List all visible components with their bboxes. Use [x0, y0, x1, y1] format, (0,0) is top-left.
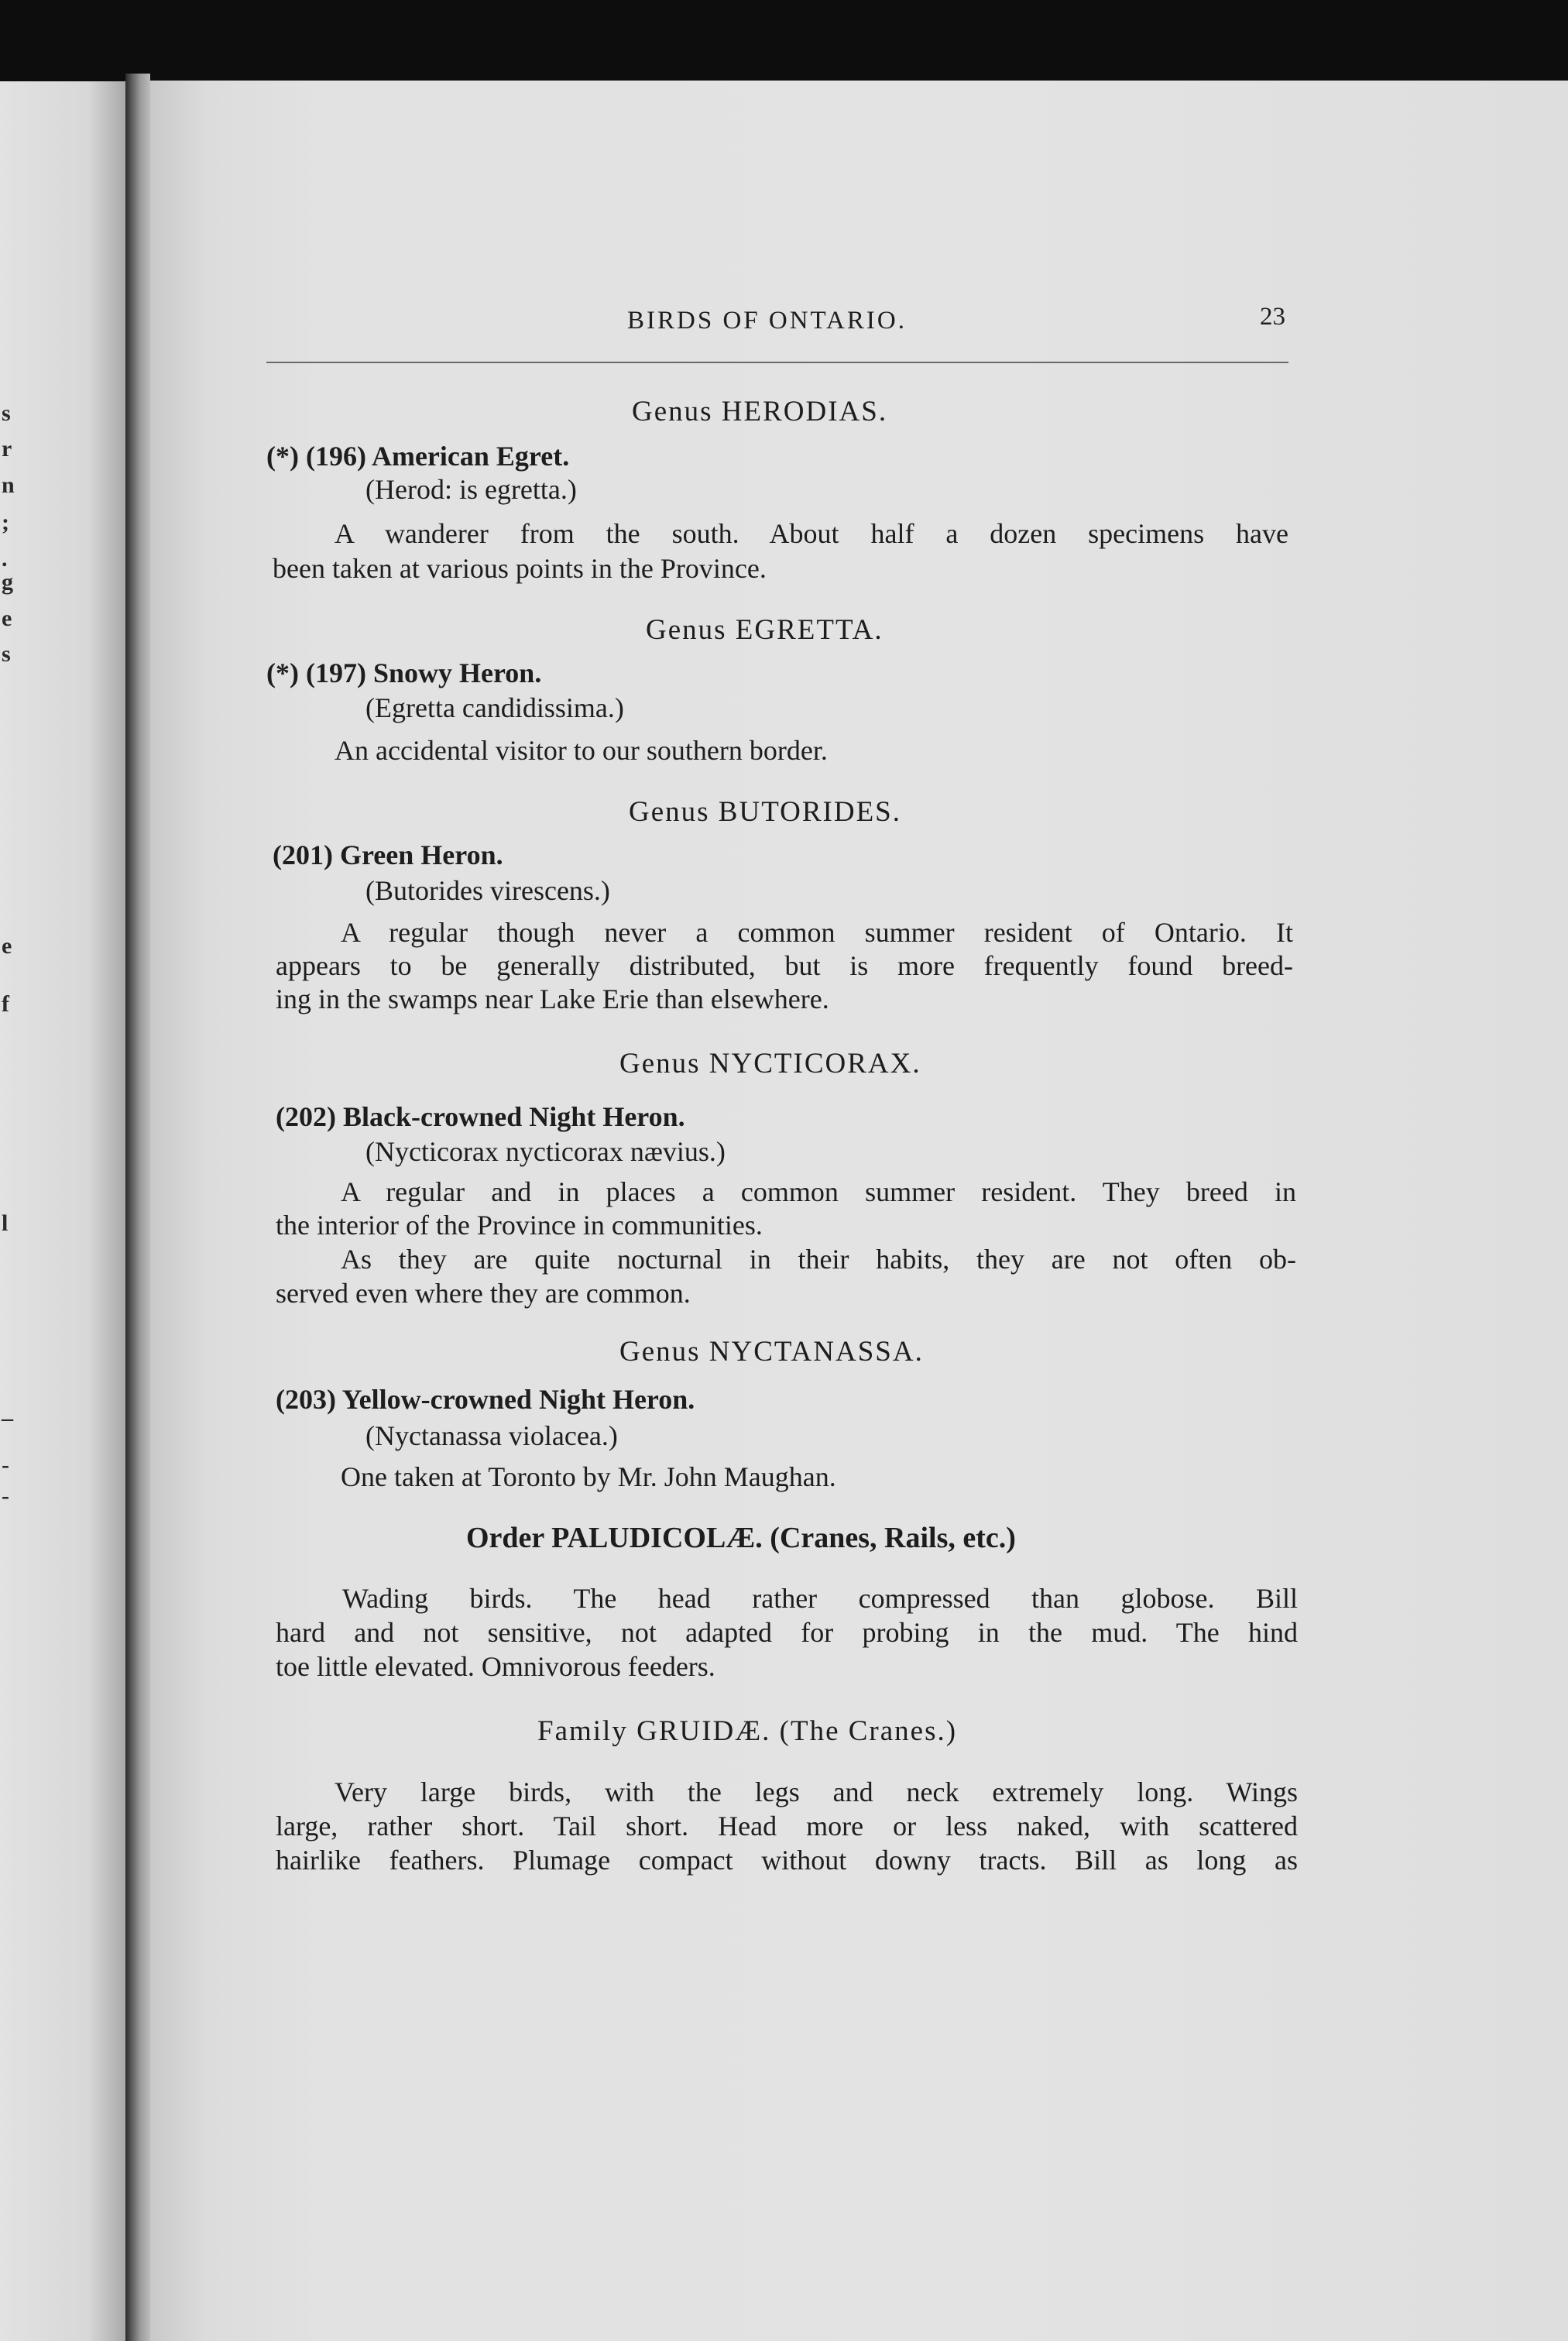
left-fragment: n	[2, 472, 15, 498]
genus-heading: Genus HERODIAS.	[632, 396, 888, 427]
left-fragment: _	[2, 1398, 13, 1423]
species-text: A regular and in places a common summer resident. They breed in	[341, 1176, 1296, 1207]
family-text: hairlike feathers. Plumage compact without downy tracts. Bill as long as	[276, 1845, 1298, 1876]
species-name: (202) Black-crowned Night Heron.	[276, 1101, 685, 1132]
left-fragment: f	[2, 991, 9, 1017]
page-number: 23	[1260, 303, 1285, 331]
left-fragment: s	[2, 641, 11, 667]
family-text: large, rather short. Tail short. Head more or less naked, with scattered	[276, 1811, 1298, 1842]
species-name: (203) Yellow-crowned Night Heron.	[276, 1384, 695, 1415]
species-text: appears to be generally distributed, but is more frequently found breed-	[276, 950, 1293, 981]
species-text: A wanderer from the south. About half a dozen specimens have	[335, 518, 1288, 549]
species-text: As they are quite nocturnal in their habits, they are not often ob-	[341, 1244, 1296, 1275]
order-text: Wading birds. The head rather compressed than globose. Bill	[342, 1583, 1298, 1614]
running-header-title: BIRDS OF ONTARIO.	[627, 307, 907, 335]
left-fragment: l	[2, 1210, 9, 1236]
species-name: (201) Green Heron.	[273, 839, 503, 870]
left-fragment: e	[2, 606, 12, 631]
left-page-edge	[0, 81, 125, 2341]
order-text: toe little elevated. Omnivorous feeders.	[276, 1651, 715, 1682]
species-latin: (Egretta candidissima.)	[365, 692, 624, 723]
species-text: the interior of the Province in communities.	[276, 1210, 763, 1241]
species-latin: (Butorides virescens.)	[365, 875, 610, 906]
species-latin: (Nyctanassa violacea.)	[365, 1420, 618, 1451]
genus-heading: Genus BUTORIDES.	[629, 796, 901, 828]
species-text: ing in the swamps near Lake Erie than elsewhere.	[276, 983, 829, 1014]
left-fragment: ;	[2, 510, 9, 535]
genus-heading: Genus EGRETTA.	[646, 614, 884, 646]
species-text: been taken at various points in the Province.	[273, 553, 767, 584]
species-text: served even where they are common.	[276, 1278, 691, 1309]
family-heading: Family GRUIDÆ. (The Cranes.)	[537, 1715, 958, 1747]
species-text: A regular though never a common summer resident of Ontario. It	[341, 917, 1293, 948]
species-text: An accidental visitor to our southern border.	[335, 735, 828, 766]
book-page	[150, 81, 1568, 2341]
genus-heading: Genus NYCTANASSA.	[619, 1336, 924, 1368]
book-spine-shadow	[125, 74, 150, 2341]
species-name: (*) (197) Snowy Heron.	[266, 657, 542, 688]
left-fragment: -	[2, 1452, 9, 1478]
left-fragment: g	[2, 569, 13, 595]
species-latin: (Herod: is egretta.)	[365, 474, 577, 505]
order-heading: Order PALUDICOLÆ. (Cranes, Rails, etc.)	[466, 1522, 1016, 1554]
species-text: One taken at Toronto by Mr. John Maughan.	[341, 1461, 836, 1492]
header-rule	[266, 362, 1288, 363]
species-latin: (Nycticorax nycticorax nævius.)	[365, 1136, 726, 1167]
left-fragment: e	[2, 933, 12, 959]
genus-heading: Genus NYCTICORAX.	[619, 1048, 921, 1080]
left-fragment: s	[2, 400, 11, 426]
left-fragment: -	[2, 1483, 9, 1509]
species-name: (*) (196) American Egret.	[266, 441, 570, 472]
left-fragment: r	[2, 436, 12, 462]
family-text: Very large birds, with the legs and neck extremely long. Wings	[335, 1776, 1298, 1807]
left-fragment: .	[2, 546, 8, 572]
order-text: hard and not sensitive, not adapted for probing in the mud. The hind	[276, 1617, 1298, 1648]
